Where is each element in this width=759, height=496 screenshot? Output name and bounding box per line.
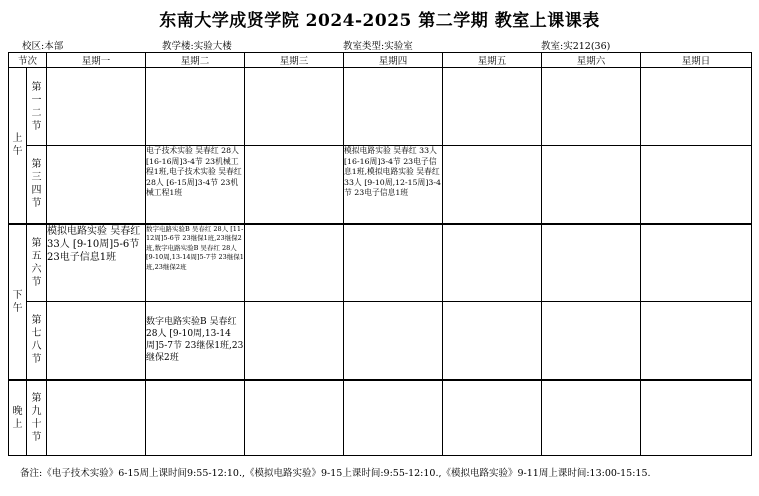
- period-3-4: 第三四节: [27, 146, 47, 224]
- cell-fri-910: [443, 380, 542, 456]
- cell-tue-34: 电子技术实验 吴春红 28人 [16-16周]3-4节 23机械工程1班,电子技术实验 吴春红 28人 [6-15周]3-4节 23机械工程1班: [146, 146, 245, 224]
- cell-fri-12: [443, 68, 542, 146]
- cell-tue-78: 数字电路实验B 吴春红 28人 [9-10周,13-14周]5-7节 23继保1班,23继保2班: [146, 302, 245, 380]
- header-row: [9, 53, 752, 68]
- row-periods-3-4: [9, 146, 752, 224]
- cell-sat-12: [542, 68, 641, 146]
- cell-tue-12: [146, 68, 245, 146]
- cell-tue-56: 数字电路实验B 吴春红 28人 [11-12周]5-6节 23继保1班,23继保2班,数字电路实验B 吴春红 28人 [9-10周,13-14周]5-7节 23继保1班,23继保2班: [146, 224, 245, 302]
- cell-sat-78: [542, 302, 641, 380]
- cell-sat-56: [542, 224, 641, 302]
- cell-wed-34: [245, 146, 344, 224]
- cell-wed-910: [245, 380, 344, 456]
- period-9-10: 第九十节: [27, 380, 47, 456]
- row-periods-1-2: [9, 68, 752, 146]
- cell-sun-12: [641, 68, 752, 146]
- group-evening: 晚上: [9, 380, 27, 456]
- cell-thu-12: [344, 68, 443, 146]
- cell-wed-12: [245, 68, 344, 146]
- cell-sun-78: [641, 302, 752, 380]
- cell-sat-910: [542, 380, 641, 456]
- cell-tue-910: [146, 380, 245, 456]
- day-header-thu: 星期四: [344, 53, 443, 68]
- cell-fri-78: [443, 302, 542, 380]
- cell-mon-56: 模拟电路实验 吴春红 33人 [9-10周]5-6节 23电子信息1班: [47, 224, 146, 302]
- cell-mon-78: [47, 302, 146, 380]
- period-1-2: 第一二节: [27, 68, 47, 146]
- period-7-8: 第七八节: [27, 302, 47, 380]
- group-afternoon: 下午: [9, 224, 27, 380]
- day-header-sun: 星期日: [641, 53, 752, 68]
- timetable: [8, 52, 752, 456]
- cell-sun-56: [641, 224, 752, 302]
- row-periods-5-6: [9, 224, 752, 302]
- cell-thu-34: 模拟电路实验 吴春红 33人 [16-16周]3-4节 23电子信息1班,模拟电路实验 吴春红 33人 [9-10周,12-15周]3-4节 23电子信息1班: [344, 146, 443, 224]
- day-header-wed: 星期三: [245, 53, 344, 68]
- footnote: 备注:《电子技术实验》6-15周上课时间9:55-12:10.,《模拟电路实验》9-15上课时间:9:55-12:10.,《模拟电路实验》9-11周上课时间:13:00-15:15.: [20, 468, 651, 479]
- cell-mon-34: [47, 146, 146, 224]
- day-header-fri: 星期五: [443, 53, 542, 68]
- cell-thu-78: [344, 302, 443, 380]
- cell-sat-34: [542, 146, 641, 224]
- row-periods-9-10: [9, 380, 752, 456]
- room-type-label: 教室类型:实验室: [343, 41, 413, 52]
- building-label: 教学楼:实验大楼: [162, 41, 232, 52]
- cell-fri-34: [443, 146, 542, 224]
- page-title: 东南大学成贤学院 2024-2025 第二学期 教室上课课表: [159, 11, 600, 31]
- row-periods-7-8: [9, 302, 752, 380]
- cell-sun-910: [641, 380, 752, 456]
- period-5-6: 第五六节: [27, 224, 47, 302]
- cell-thu-910: [344, 380, 443, 456]
- day-header-sat: 星期六: [542, 53, 641, 68]
- day-header-tue: 星期二: [146, 53, 245, 68]
- room-label: 教室:实212(36): [541, 41, 611, 52]
- campus-label: 校区:本部: [22, 41, 64, 52]
- cell-thu-56: [344, 224, 443, 302]
- group-morning: 上午: [9, 68, 27, 224]
- cell-sun-34: [641, 146, 752, 224]
- cell-mon-12: [47, 68, 146, 146]
- day-header-mon: 星期一: [47, 53, 146, 68]
- cell-mon-910: [47, 380, 146, 456]
- cell-fri-56: [443, 224, 542, 302]
- cell-wed-56: [245, 224, 344, 302]
- cell-wed-78: [245, 302, 344, 380]
- period-header: 节次: [9, 53, 47, 68]
